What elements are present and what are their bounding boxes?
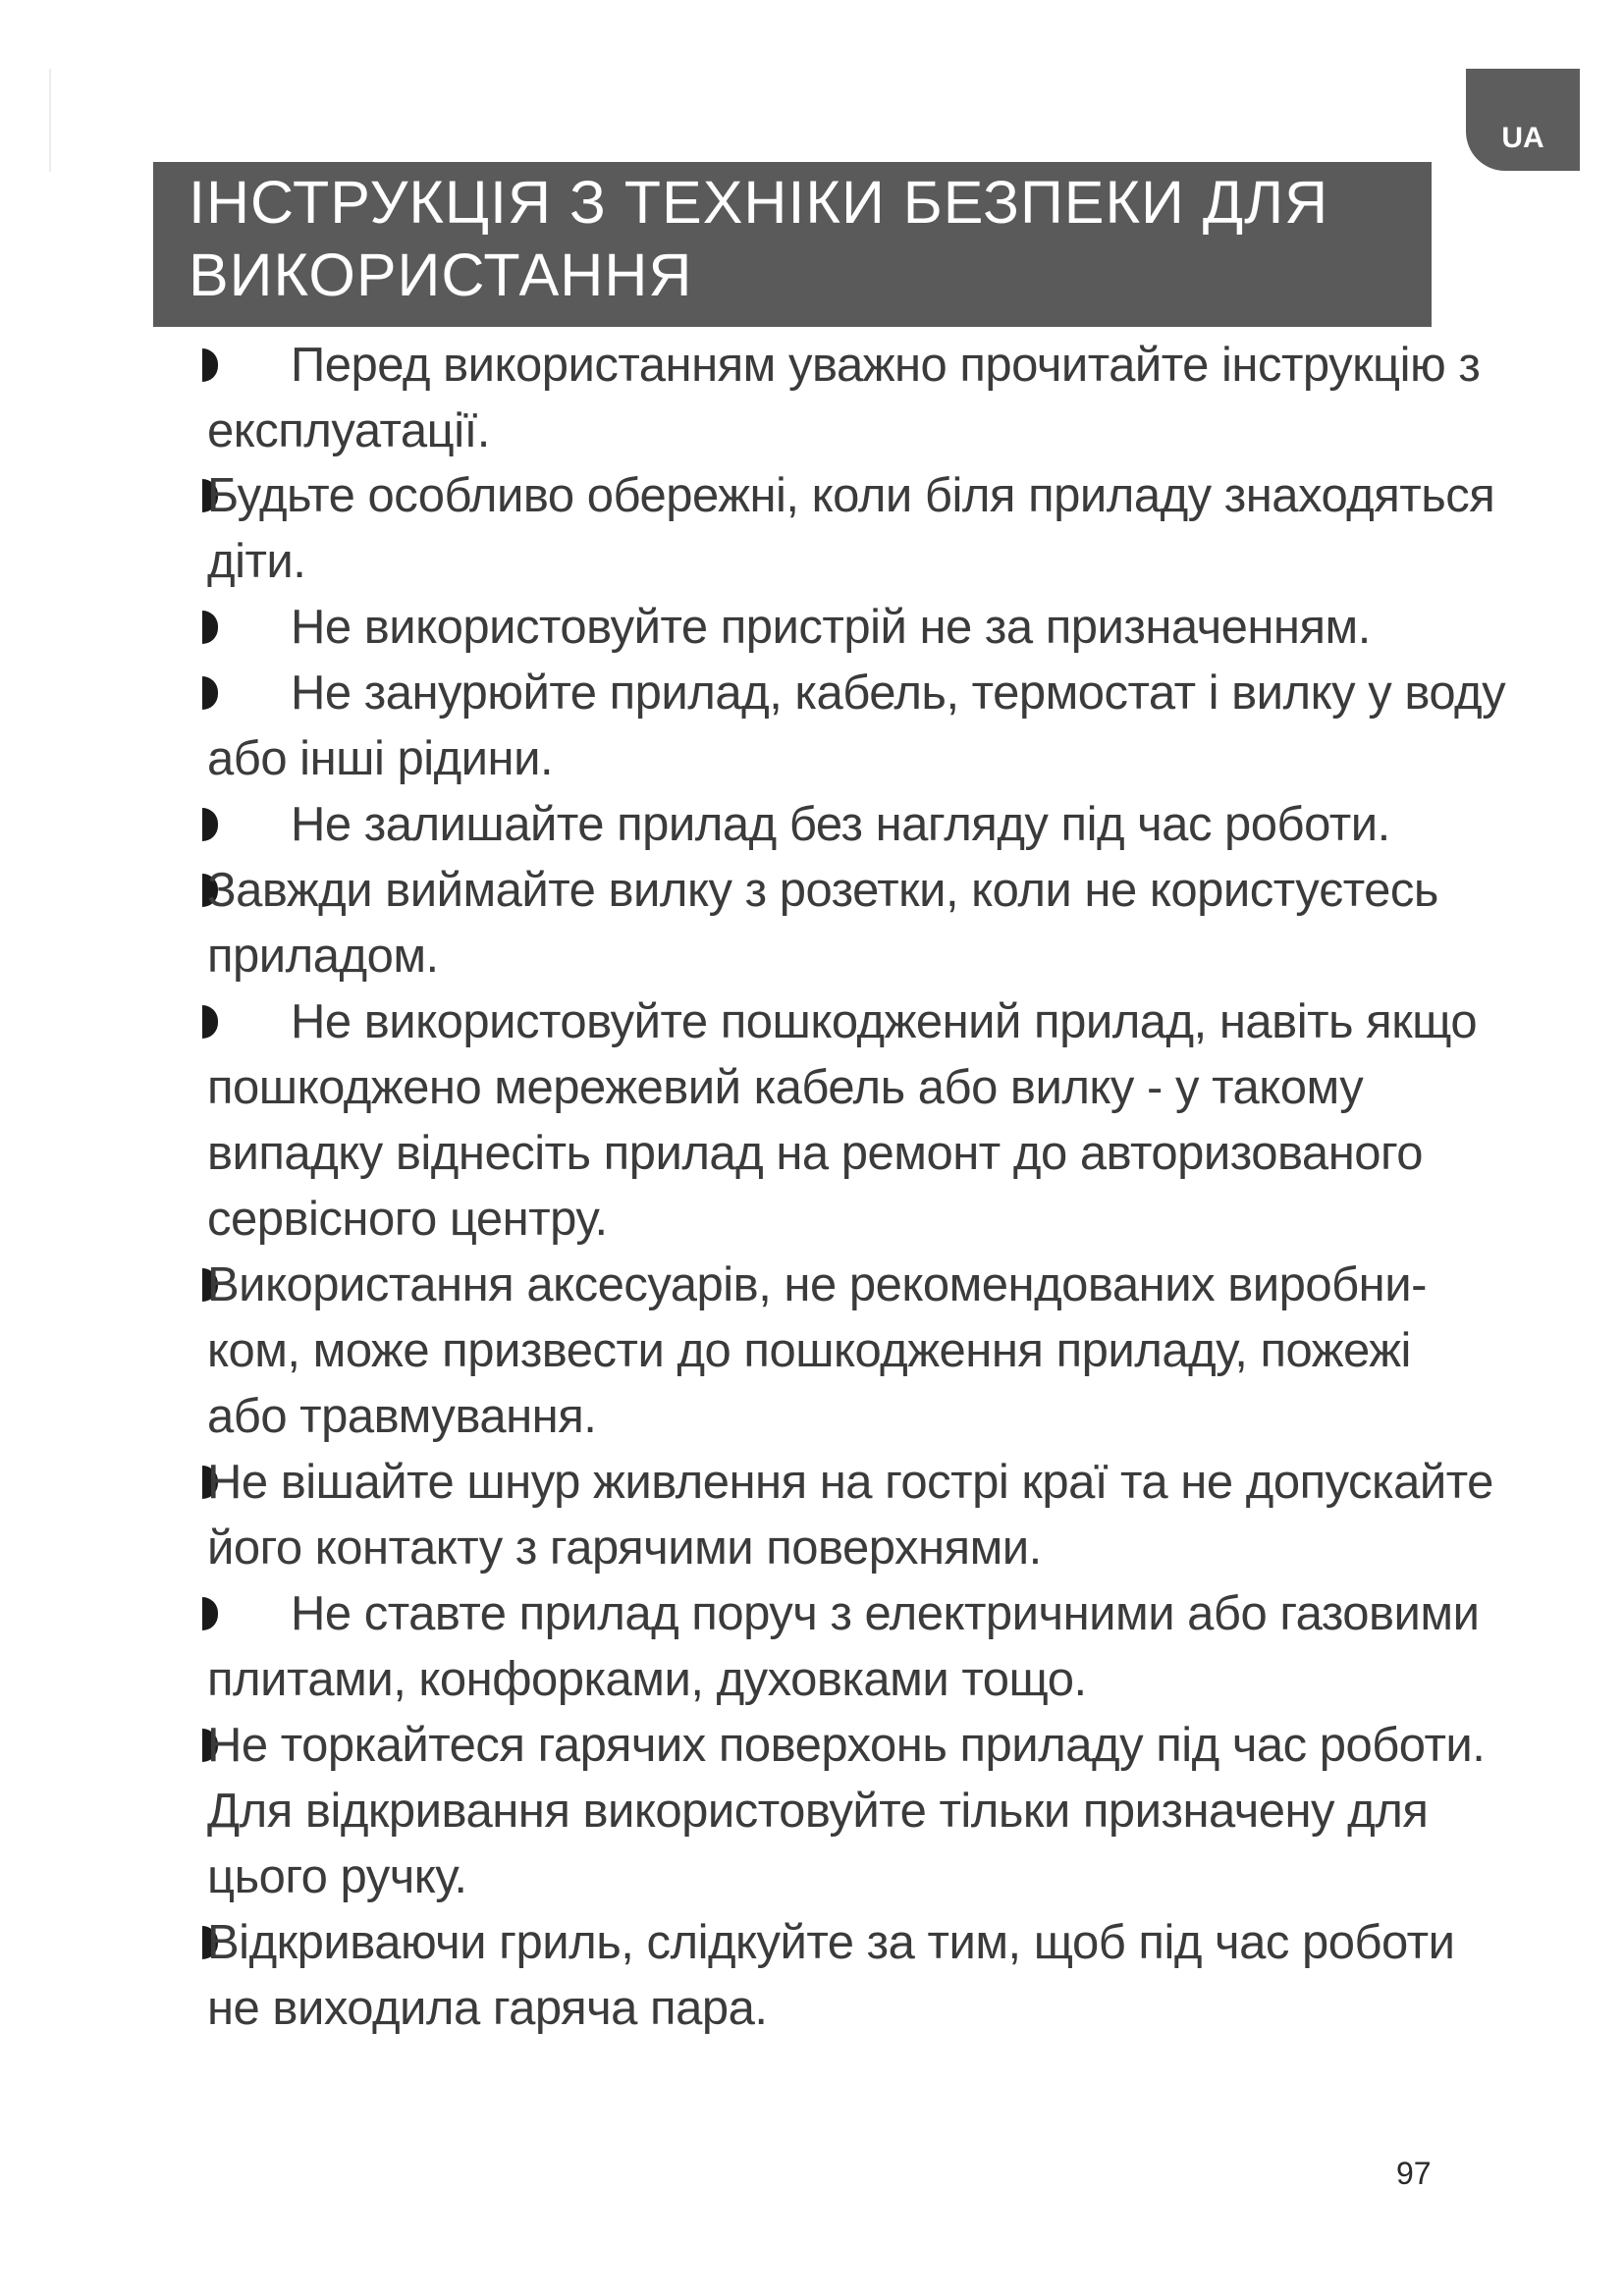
- list-item-line: випадку віднесіть прилад на ремонт до авторизованого: [207, 1127, 1424, 1180]
- list-item-line: цього ручку.: [207, 1850, 467, 1903]
- list-item-line: Завжди виймайте вилку з розетки, коли не користуєтесь: [207, 864, 1438, 917]
- list-item-line: Не торкайтеся гарячих поверхонь приладу під час роботи.: [207, 1719, 1486, 1772]
- section-title-banner: [153, 162, 1432, 327]
- list-item-line: приладом.: [207, 930, 439, 983]
- list-item-line: або травмування.: [207, 1390, 597, 1443]
- section-title-line-2: ВИКОРИСТАННЯ: [189, 241, 693, 308]
- list-item-line: або інші рідини.: [207, 732, 554, 785]
- list-item-line: Для відкривання використовуйте тільки призначену для: [207, 1785, 1429, 1838]
- list-item-line: ком, може призвести до пошкодження приладу, пожежі: [207, 1324, 1411, 1377]
- language-tab: UA: [1466, 69, 1580, 171]
- list-item-line: сервісного центру.: [207, 1193, 608, 1246]
- list-item-line: Перед використанням уважно прочитайте інструкцію з: [291, 339, 1481, 392]
- page-edge-line: [49, 69, 51, 172]
- list-item-line: Не залишайте прилад без нагляду під час роботи.: [291, 798, 1390, 851]
- list-item-line: Не занурюйте прилад, кабель, термостат і вилку у воду: [291, 667, 1506, 720]
- list-item-line: діти.: [207, 535, 306, 588]
- list-item-line: плитами, конфорками, духовками тощо.: [207, 1653, 1087, 1706]
- list-item-line: Використання аксесуарів, не рекомендованих виробни-: [207, 1258, 1427, 1311]
- bullet-icon: [202, 348, 218, 382]
- list-item-line: його контакту з гарячими поверхнями.: [207, 1522, 1042, 1575]
- list-item-line: Не використовуйте пристрій не за призначенням.: [291, 601, 1371, 654]
- bullet-icon: [202, 611, 218, 644]
- bullet-icon: [202, 676, 218, 710]
- list-item-line: пошкоджено мережевий кабель або вилку - у такому: [207, 1061, 1364, 1114]
- bullet-icon: [202, 1005, 218, 1039]
- bullet-icon: [202, 808, 218, 841]
- list-item-line: Відкриваючи гриль, слідкуйте за тим, щоб під час роботи: [207, 1916, 1455, 1969]
- list-item-line: Не вішайте шнур живлення на гострі краї та не допускайте: [207, 1456, 1493, 1509]
- list-item-line: Будьте особливо обережні, коли біля приладу знаходяться: [207, 469, 1495, 522]
- section-title-line-1: ІНСТРУКЦІЯ З ТЕХНІКИ БЕЗПЕКИ ДЛЯ: [189, 169, 1329, 236]
- list-item-line: Не використовуйте пошкоджений прилад, навіть якщо: [291, 995, 1478, 1048]
- list-item-line: експлуатації.: [207, 404, 490, 457]
- bullet-icon: [202, 1597, 218, 1630]
- page-number: 97: [1396, 2156, 1432, 2191]
- list-item-line: Не ставте прилад поруч з електричними або газовими: [291, 1587, 1480, 1640]
- list-item-line: не виходила гаряча пара.: [207, 1982, 768, 2035]
